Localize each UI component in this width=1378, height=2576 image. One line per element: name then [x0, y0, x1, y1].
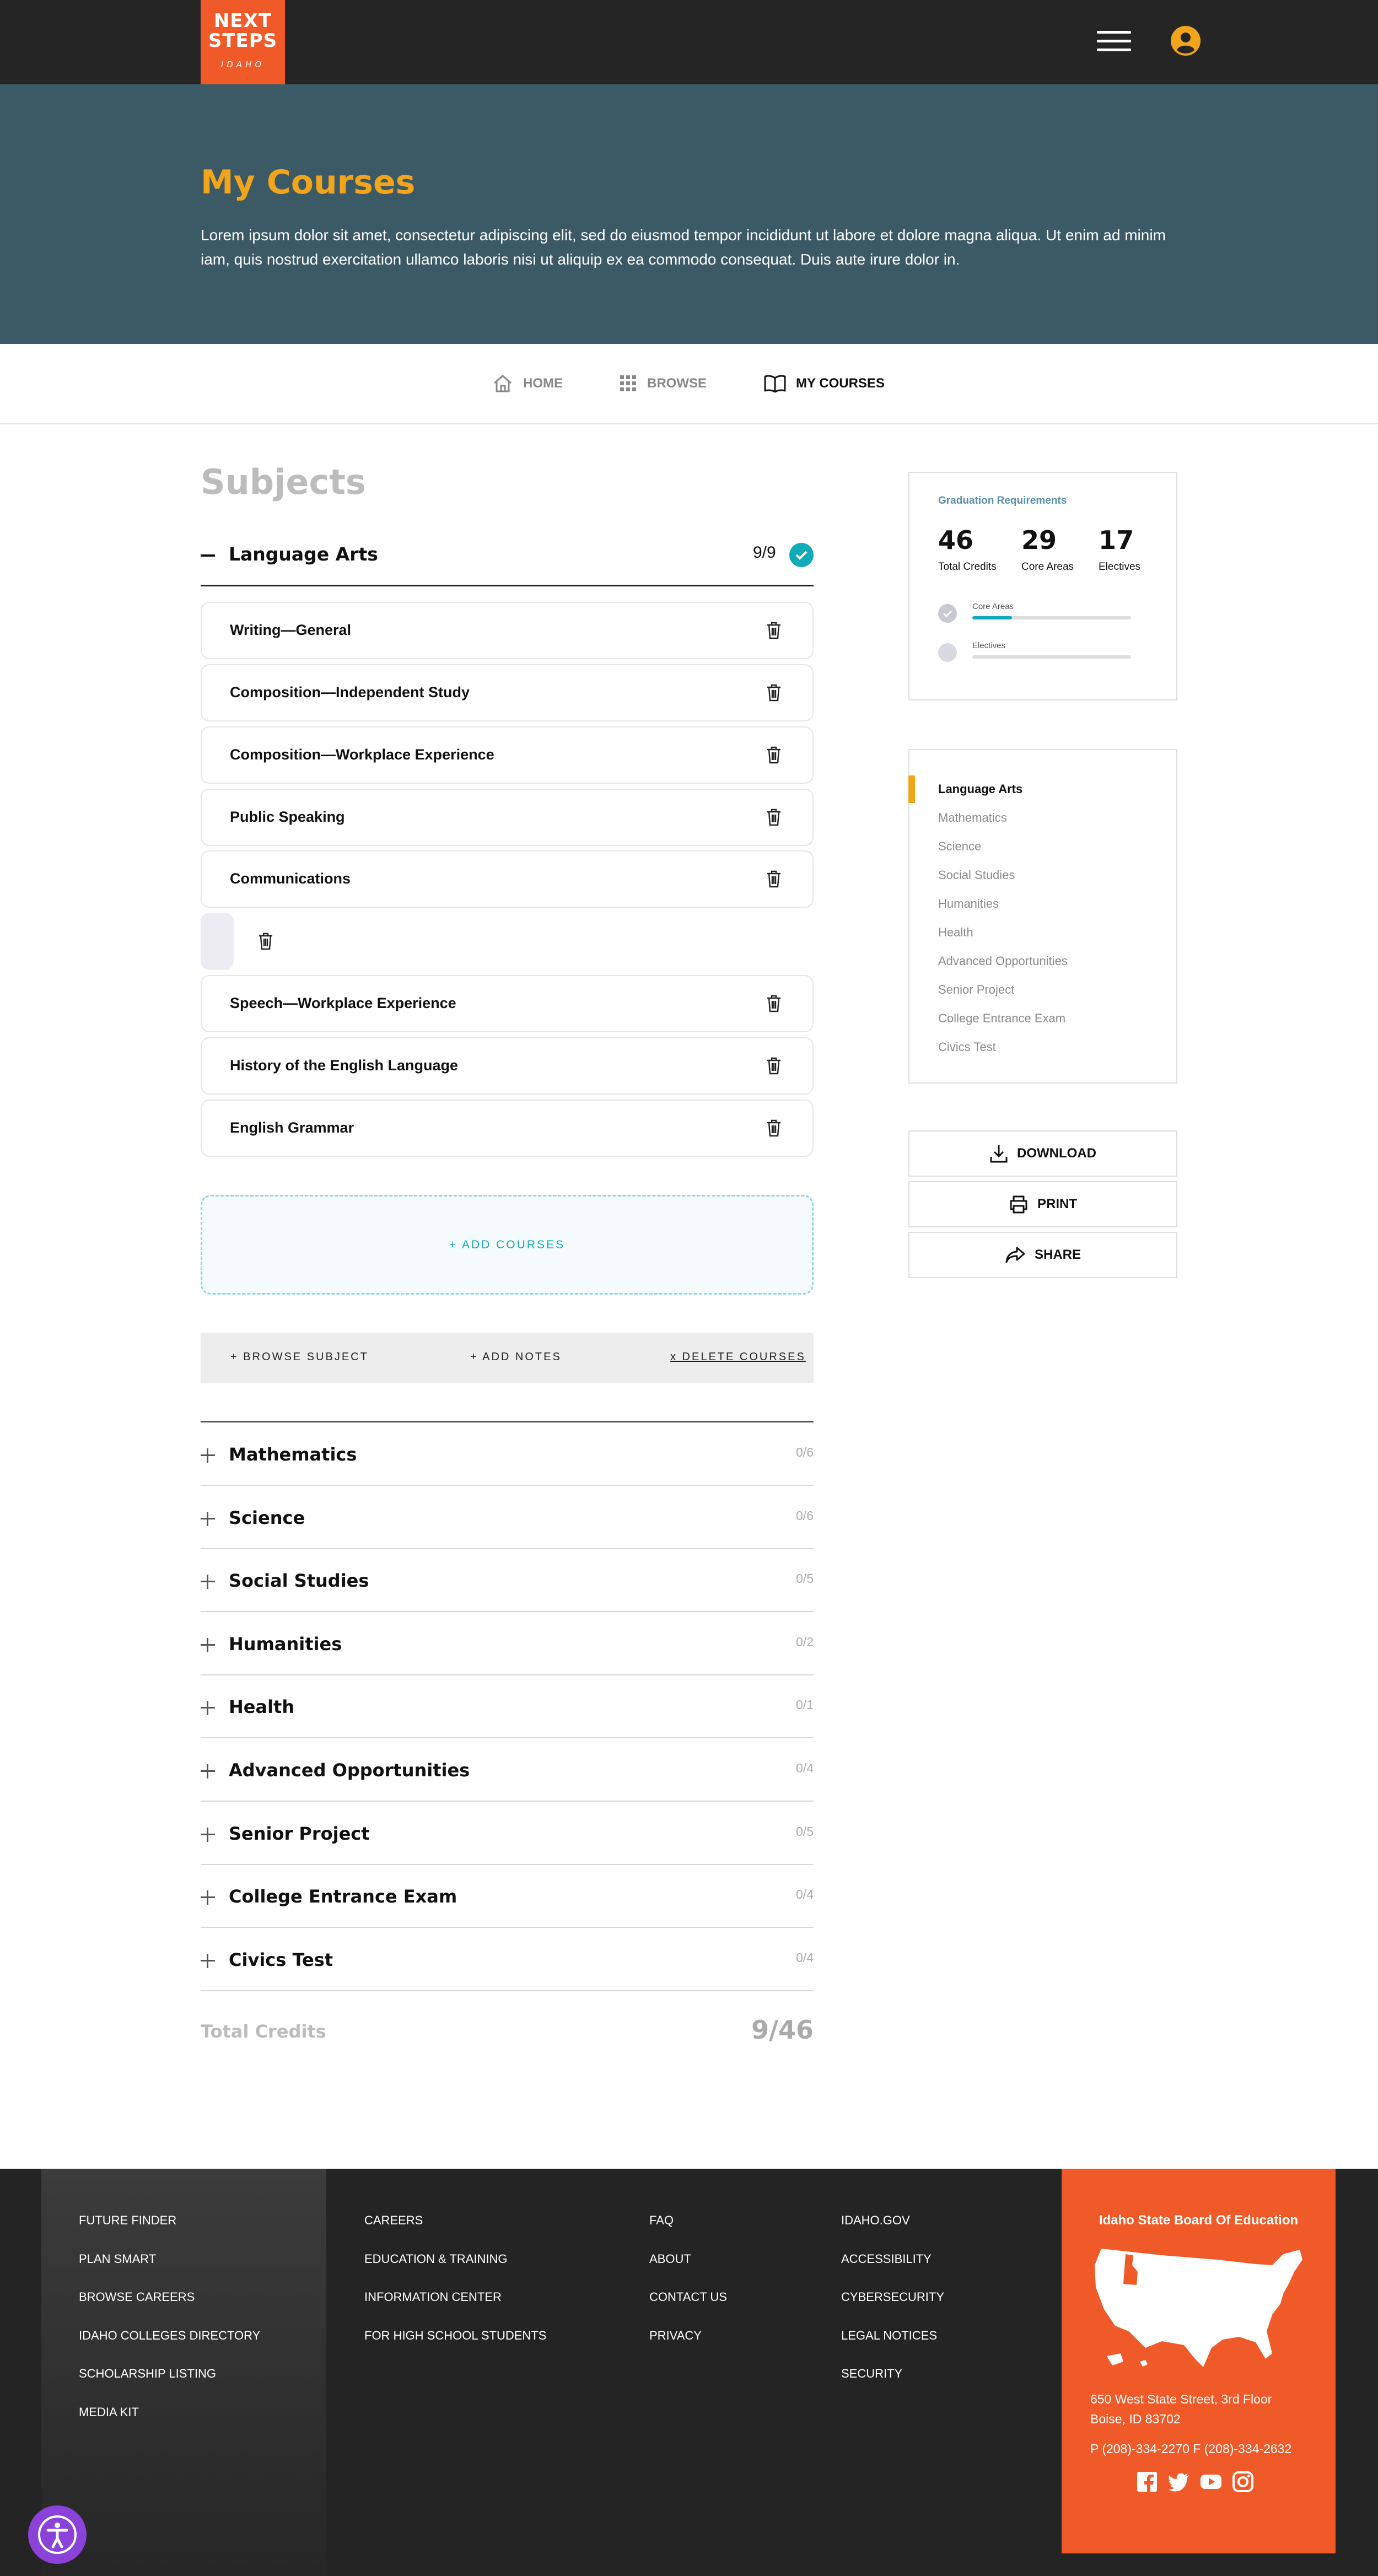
electives-number: 17 — [1099, 525, 1134, 555]
stat-core-areas — [1021, 526, 1074, 573]
us-map-icon — [1090, 2243, 1306, 2370]
divider — [201, 1421, 814, 1422]
course-card[interactable] — [201, 1100, 814, 1157]
state-board-title: Idaho State Board Of Education — [1099, 2213, 1299, 2228]
instagram-icon[interactable] — [1232, 2471, 1254, 2493]
logo-line-3: IDAHO — [220, 60, 265, 69]
youtube-icon[interactable] — [1200, 2471, 1222, 2493]
subject-title: Mathematics — [229, 1444, 357, 1465]
course-card[interactable] — [201, 1037, 814, 1095]
subject-count: 0/5 — [796, 1824, 814, 1839]
dragging-course-placeholder[interactable] — [201, 913, 234, 970]
nav-home[interactable] — [492, 371, 563, 396]
stat-total-credits — [938, 526, 997, 573]
subject-row[interactable] — [201, 1423, 814, 1486]
subject-nav-item[interactable]: Humanities — [938, 897, 999, 910]
footer-link[interactable]: SECURITY — [841, 2367, 903, 2380]
check-circle-icon — [938, 604, 957, 623]
footer-link[interactable]: IDAHO COLLEGES DIRECTORY — [79, 2328, 261, 2342]
browse-subject-button[interactable]: + BROWSE SUBJECT — [230, 1351, 369, 1363]
next-steps-logo[interactable] — [201, 0, 285, 84]
course-name: Public Speaking — [230, 809, 345, 825]
collapse-icon[interactable] — [201, 554, 215, 557]
footer-link[interactable]: LEGAL NOTICES — [841, 2328, 938, 2342]
download-icon — [989, 1144, 1008, 1163]
subject-nav-item[interactable]: Language Arts — [938, 782, 1023, 796]
progress-track — [972, 616, 1131, 619]
delete-courses-button[interactable]: x DELETE COURSES — [670, 1351, 806, 1363]
subject-nav-item[interactable]: Science — [938, 839, 982, 853]
hamburger-menu-icon[interactable] — [1097, 31, 1131, 53]
expand-plus-icon[interactable] — [201, 1954, 215, 1968]
subject-title: Civics Test — [229, 1949, 333, 1970]
nav-my-courses[interactable] — [764, 371, 885, 396]
hero-banner — [0, 84, 1378, 344]
footer-link[interactable]: CYBERSECURITY — [841, 2290, 945, 2304]
footer-link[interactable]: INFORMATION CENTER — [364, 2290, 502, 2304]
subject-row[interactable] — [201, 1928, 814, 1991]
course-card[interactable] — [201, 602, 814, 659]
divider — [201, 1990, 814, 1991]
download-button[interactable] — [908, 1130, 1177, 1177]
footer-link[interactable]: PLAN SMART — [79, 2251, 157, 2266]
subject-count: 0/2 — [796, 1634, 814, 1649]
electives-progress-label: Electives — [972, 641, 1006, 650]
subject-row[interactable] — [201, 1486, 814, 1549]
subject-title: Advanced Opportunities — [229, 1760, 470, 1781]
core-areas-progress — [938, 602, 1137, 624]
subject-nav-item[interactable]: Social Studies — [938, 868, 1015, 882]
subject-row[interactable] — [201, 1549, 814, 1612]
hero-description: Lorem ipsum dolor sit amet, consectetur adipiscing elit, sed do eiusmod tempor incididunt ut labore et dolore magna aliqua. Ut enim ad minim iam, quis nostrud exercitation ullamco laboris nisi ut aliquip ex ea commodo consequat. Duis aute irure dolor in. — [201, 227, 1166, 268]
footer-link[interactable]: IDAHO.GOV — [841, 2213, 910, 2227]
subject-nav-item[interactable]: Civics Test — [938, 1040, 996, 1054]
book-open-icon — [764, 374, 786, 393]
core-areas-caption: Core Areas — [1021, 561, 1074, 573]
subject-nav-item[interactable]: Health — [938, 925, 973, 939]
footer-link[interactable]: FAQ — [649, 2213, 674, 2227]
user-account-icon[interactable] — [1171, 26, 1201, 56]
course-name: Writing—General — [230, 622, 352, 638]
subject-nav-item[interactable]: Senior Project — [938, 983, 1015, 996]
status-dot-icon — [938, 643, 957, 662]
subject-row[interactable] — [201, 1802, 814, 1865]
expand-plus-icon[interactable] — [201, 1638, 215, 1652]
core-areas-number: 29 — [1021, 525, 1057, 555]
language-arts-header[interactable] — [201, 531, 814, 586]
trash-icon[interactable] — [766, 995, 782, 1012]
trash-icon[interactable] — [766, 746, 782, 764]
subject-nav-item[interactable]: College Entrance Exam — [938, 1011, 1066, 1025]
footer-link[interactable]: CAREERS — [364, 2213, 423, 2227]
share-icon — [1005, 1246, 1026, 1264]
course-name: Speech—Workplace Experience — [230, 995, 456, 1011]
electives-progress — [938, 641, 1137, 663]
share-button[interactable] — [908, 1232, 1177, 1278]
state-board-panel — [1062, 2169, 1336, 2553]
expand-plus-icon[interactable] — [201, 1448, 215, 1463]
subject-count: 0/6 — [796, 1445, 814, 1459]
subject-count: 0/6 — [796, 1508, 814, 1523]
printer-icon — [1009, 1195, 1029, 1214]
course-card[interactable] — [201, 789, 814, 846]
footer-link[interactable]: FOR HIGH SCHOOL STUDENTS — [364, 2328, 547, 2342]
subject-count: 0/1 — [796, 1697, 814, 1712]
expand-plus-icon[interactable] — [201, 1764, 215, 1779]
subject-nav-item[interactable]: Mathematics — [938, 811, 1007, 824]
subject-count: 0/4 — [796, 1887, 814, 1902]
grid-icon — [620, 375, 637, 392]
footer-link[interactable]: BROWSE CAREERS — [79, 2290, 195, 2304]
trash-icon[interactable] — [766, 1119, 782, 1137]
subject-jump-list — [908, 749, 1177, 1084]
expand-plus-icon[interactable] — [201, 1512, 215, 1526]
subject-title: Senior Project — [229, 1823, 370, 1844]
progress-track — [972, 655, 1131, 659]
core-areas-progress-label: Core Areas — [972, 602, 1014, 611]
expand-plus-icon[interactable] — [201, 1890, 215, 1905]
footer-link[interactable]: ACCESSIBILITY — [841, 2251, 932, 2266]
course-name: History of the English Language — [230, 1057, 459, 1074]
print-label: PRINT — [1037, 1197, 1077, 1211]
footer-link[interactable]: SCHOLARSHIP LISTING — [79, 2367, 216, 2380]
logo-line-2: STEPS — [208, 30, 278, 52]
nav-browse[interactable] — [620, 371, 707, 396]
total-credits-number: 46 — [938, 525, 974, 555]
total-credits-caption: Total Credits — [938, 561, 997, 573]
total-credits-label: Total Credits — [201, 2021, 326, 2042]
twitter-icon[interactable] — [1168, 2471, 1190, 2493]
subject-row[interactable] — [201, 1613, 814, 1675]
top-bar — [0, 0, 1378, 84]
page-title: My Courses — [201, 163, 416, 202]
subject-title: College Entrance Exam — [229, 1886, 457, 1907]
section-nav — [0, 344, 1378, 424]
course-card[interactable] — [201, 975, 814, 1032]
language-arts-count: 9/9 — [753, 543, 776, 562]
subject-count: 0/4 — [796, 1761, 814, 1775]
course-card[interactable] — [201, 726, 814, 784]
course-name: English Grammar — [230, 1119, 354, 1136]
trash-icon[interactable] — [766, 622, 782, 639]
home-icon — [492, 373, 513, 394]
subject-title: Social Studies — [229, 1570, 369, 1592]
footer-link[interactable]: PRIVACY — [649, 2328, 702, 2342]
footer-link[interactable]: CONTACT US — [649, 2290, 727, 2304]
accessibility-widget-button[interactable] — [28, 2505, 87, 2564]
nav-my-courses-label: MY COURSES — [796, 376, 885, 391]
subject-title: Health — [229, 1696, 295, 1718]
language-arts-title: Language Arts — [229, 543, 378, 565]
course-card[interactable] — [201, 664, 814, 721]
subject-row[interactable] — [201, 1739, 814, 1802]
share-label: SHARE — [1034, 1247, 1081, 1262]
accessibility-icon — [28, 2505, 87, 2564]
address-line-1: 650 West State Street, 3rd Floor — [1090, 2392, 1272, 2406]
print-button[interactable] — [908, 1181, 1177, 1227]
address-line-2: Boise, ID 83702 — [1090, 2412, 1181, 2426]
facebook-icon[interactable] — [1136, 2471, 1158, 2493]
trash-icon[interactable] — [766, 684, 782, 702]
board-address — [1090, 2389, 1272, 2429]
footer — [0, 2169, 1378, 2576]
check-circle-icon — [789, 543, 814, 567]
logo-line-1: NEXT — [213, 10, 272, 32]
expand-plus-icon[interactable] — [201, 1575, 215, 1589]
expand-plus-icon[interactable] — [201, 1828, 215, 1842]
graduation-requirements-card — [908, 472, 1177, 700]
expand-plus-icon[interactable] — [201, 1701, 215, 1715]
course-name: Communications — [230, 870, 351, 887]
trash-icon[interactable] — [766, 1057, 782, 1075]
board-phone-fax: P (208)-334-2270 F (208)-334-2632 — [1090, 2442, 1292, 2456]
course-name: Composition—Workplace Experience — [230, 746, 494, 763]
course-name: Composition—Independent Study — [230, 684, 470, 700]
footer-link[interactable]: EDUCATION & TRAINING — [364, 2251, 508, 2266]
nav-browse-label: BROWSE — [647, 376, 707, 391]
subject-count: 0/5 — [796, 1571, 814, 1586]
add-courses-dropzone[interactable]: + ADD COURSES — [201, 1195, 814, 1295]
subject-actions-bar — [201, 1333, 814, 1383]
trash-icon[interactable] — [766, 809, 782, 826]
footer-link[interactable]: MEDIA KIT — [79, 2405, 139, 2419]
subject-title: Humanities — [229, 1633, 342, 1655]
active-indicator — [908, 775, 915, 803]
subject-count: 0/4 — [796, 1950, 814, 1965]
download-label: DOWNLOAD — [1017, 1146, 1096, 1161]
subject-row[interactable] — [201, 1675, 814, 1738]
electives-caption: Electives — [1099, 561, 1141, 573]
graduation-title: Graduation Requirements — [938, 495, 1067, 506]
trash-icon[interactable] — [258, 933, 273, 950]
trash-icon[interactable] — [766, 870, 782, 888]
footer-link[interactable]: ABOUT — [649, 2251, 691, 2266]
subject-nav-item[interactable]: Advanced Opportunities — [938, 954, 1068, 968]
add-notes-button[interactable]: + ADD NOTES — [470, 1351, 562, 1363]
course-card[interactable] — [201, 850, 814, 908]
footer-link[interactable]: FUTURE FINDER — [79, 2213, 177, 2227]
progress-fill — [972, 616, 1012, 619]
subjects-heading: Subjects — [201, 462, 366, 502]
subject-row[interactable] — [201, 1865, 814, 1928]
total-credits-value: 9/46 — [751, 2015, 814, 2045]
stat-electives — [1099, 526, 1140, 573]
subject-title: Science — [229, 1507, 305, 1528]
nav-home-label: HOME — [523, 376, 563, 391]
